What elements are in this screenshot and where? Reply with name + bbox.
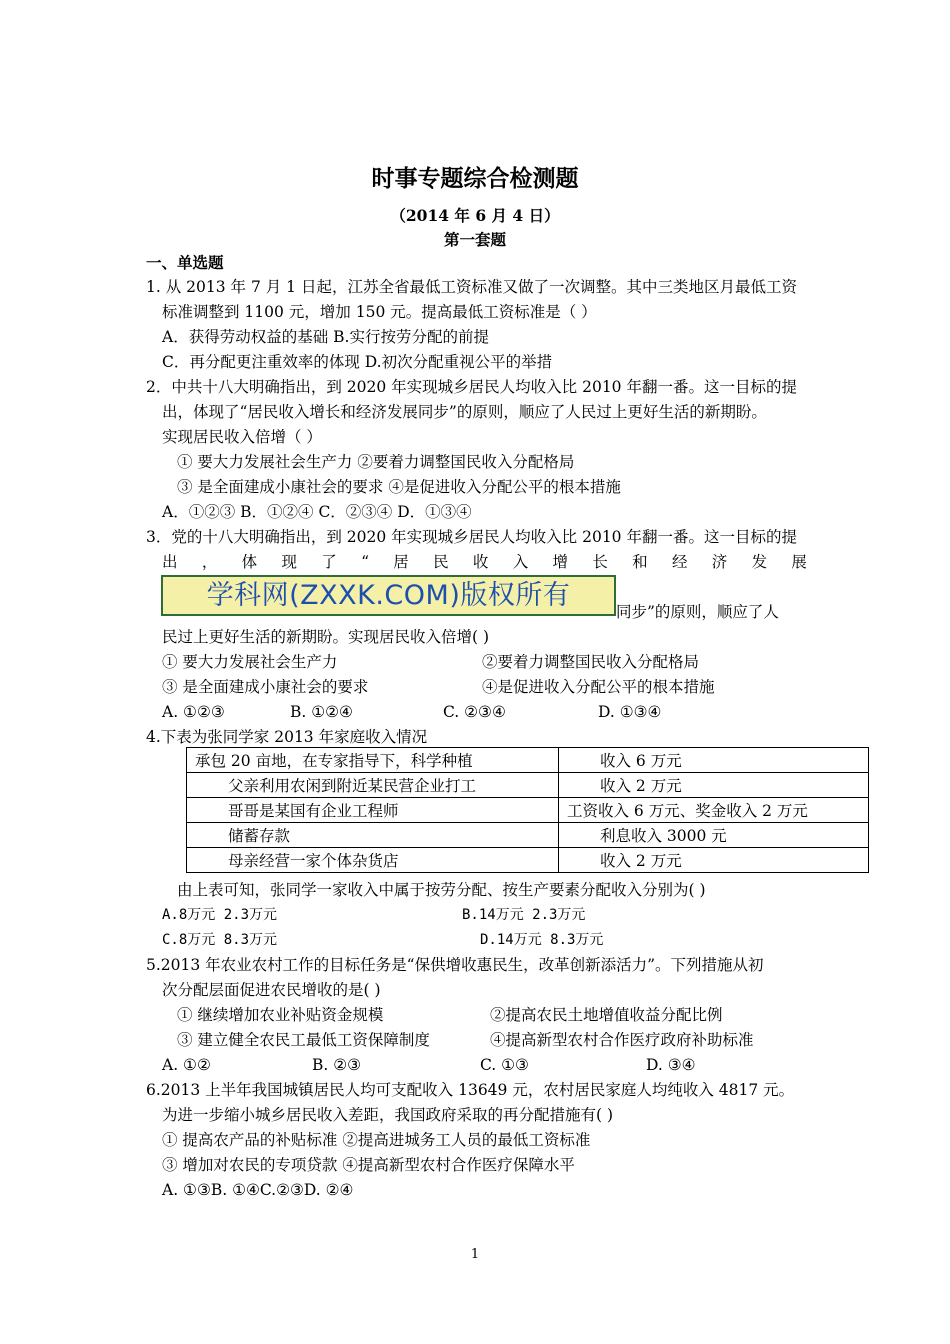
q5-line-1: 5.2013 年农业农村工作的目标任务是“保供增收惠民生，改革创新添活力”。下列措施从初 (146, 956, 764, 974)
q3-statement-1: ① 要大力发展社会生产力 (162, 653, 338, 671)
q2-line-2: 出，体现了“居民收入增长和经济发展同步”的原则，顺应了人民过上更好生活的新期盼。 (162, 403, 767, 421)
q3-word: 现 (281, 553, 297, 571)
q6-line-2: 为进一步缩小城乡居民收入差距，我国政府采取的再分配措施有( ) (162, 1106, 614, 1124)
q5-statement-1: ① 继续增加农业补贴资金规模 (177, 1006, 384, 1024)
q5-option-d: D. ③④ (646, 1056, 696, 1074)
q2-line-1: 2．中共十八大明确指出，到 2020 年实现城乡居民人均收入比 2010 年翻一番。这一目标的提 (146, 378, 797, 396)
q3-line-1: 3．党的十八大明确指出，到 2020 年实现城乡居民人均收入比 2010 年翻一番。这一目标的提 (146, 528, 797, 546)
q6-statements-34: ③ 增加对农民的专项贷款 ④提高新型农村合作医疗保障水平 (162, 1156, 575, 1174)
q3-word: 了 (321, 553, 337, 571)
q2-line-3: 实现居民收入倍增（ ） (162, 428, 322, 446)
section-heading: 一、单选题 (146, 253, 224, 272)
q4-option-d: D.14万元 8.3万元 (480, 932, 604, 948)
q1-line-2: 标准调整到 1100 元，增加 150 元。提高最低工资标准是（ ） (162, 303, 597, 321)
copyright-watermark: 学科网(ZXXK.COM)版权所有 (161, 575, 616, 616)
table-cell-source: 父亲利用农闲到附近某民营企业打工 (187, 773, 559, 798)
q3-line-4: 民过上更好生活的新期盼。实现居民收入倍增( ) (162, 628, 490, 646)
q4-question: 由上表可知，张同学一家收入中属于按劳分配、按生产要素分配收入分别为( ) (177, 881, 706, 899)
table-cell-source: 母亲经营一家个体杂货店 (187, 848, 559, 873)
q3-option-c: C. ②③④ (443, 703, 506, 721)
page-number: 1 (470, 1247, 480, 1262)
q3-line-2 (162, 552, 807, 572)
document-date: （2014 年 6 月 4 日） (390, 206, 560, 225)
q4-option-c: C.8万元 8.3万元 (162, 932, 278, 948)
q3-word: “ (361, 553, 369, 571)
q5-option-a: A. ①② (162, 1056, 211, 1074)
q3-word: 长 (592, 553, 608, 571)
q3-word: ， (201, 553, 218, 571)
q5-option-b: B. ②③ (312, 1056, 362, 1074)
q3-option-b: B. ①②④ (290, 703, 353, 721)
q6-statements-12: ① 提高农产品的补贴标准 ②提高进城务工人员的最低工资标准 (162, 1131, 591, 1149)
table-row (187, 848, 869, 873)
table-row (187, 748, 869, 773)
q3-word: 发 (751, 553, 768, 571)
q3-word: 居 (393, 553, 409, 571)
table-cell-amount: 工资收入 6 万元、奖金收入 2 万元 (559, 798, 869, 823)
q3-word: 民 (433, 553, 449, 571)
q5-option-c: C. ①③ (480, 1056, 529, 1074)
q1-line-1: 1. 从 2013 年 7 月 1 日起，江苏全省最低工资标准又做了一次调整。其中三类地区月最低工资 (146, 278, 797, 296)
table-cell-amount: 收入 2 万元 (559, 848, 869, 873)
q5-statement-3: ③ 建立健全农民工最低工资保障制度 (177, 1031, 430, 1049)
q3-word: 入 (512, 553, 529, 571)
q3-statement-4: ④是促进收入分配公平的根本措施 (482, 678, 715, 696)
q6-options: A. ①③B. ①④C.②③D. ②④ (162, 1181, 354, 1199)
income-table (186, 747, 869, 873)
q5-statement-4: ④提高新型农村合作医疗政府补助标准 (490, 1031, 754, 1049)
q3-word: 出 (162, 553, 178, 571)
q1-options-cd: C．再分配更注重效率的体现 D.初次分配重视公平的举措 (162, 353, 553, 371)
q2-statements-34: ③ 是全面建成小康社会的要求 ④是促进收入分配公平的根本措施 (177, 478, 621, 496)
table-cell-amount: 收入 6 万元 (559, 748, 869, 773)
q3-word: 济 (711, 553, 728, 571)
q3-word: 展 (791, 553, 807, 571)
table-cell-source: 储蓄存款 (187, 823, 559, 848)
q3-option-a: A. ①②③ (162, 703, 225, 721)
q2-statements-12: ① 要大力发展社会生产力 ②要着力调整国民收入分配格局 (177, 453, 575, 471)
table-cell-source: 承包 20 亩地，在专家指导下，科学种植 (187, 748, 559, 773)
q3-word: 和 (632, 553, 648, 571)
table-row (187, 798, 869, 823)
q6-line-1: 6.2013 上半年我国城镇居民人均可支配收入 13649 元，农村居民家庭人均纯收入 4817 元。 (146, 1081, 795, 1099)
table-cell-amount: 收入 2 万元 (559, 773, 869, 798)
q3-word: 收 (472, 553, 489, 571)
table-cell-source: 哥哥是某国有企业工程师 (187, 798, 559, 823)
q5-statement-2: ②提高农民土地增值收益分配比例 (490, 1006, 723, 1024)
q4-line-1: 4.下表为张同学家 2013 年家庭收入情况 (146, 728, 428, 746)
set-name: 第一套题 (443, 230, 506, 249)
q1-options-ab: A．获得劳动权益的基础 B.实行按劳分配的前提 (162, 328, 489, 346)
document-title: 时事专题综合检测题 (371, 166, 579, 192)
q3-word: 经 (671, 553, 688, 571)
q4-option-a: A.8万元 2.3万元 (162, 907, 278, 923)
table-cell-amount: 利息收入 3000 元 (559, 823, 869, 848)
table-row (187, 773, 869, 798)
q3-word: 增 (552, 553, 569, 571)
q3-statement-2: ②要着力调整国民收入分配格局 (482, 653, 700, 671)
q2-options: A．①②③ B．①②④ C．②③④ D．①③④ (162, 503, 472, 521)
q3-option-d: D. ①③④ (598, 703, 662, 721)
q3-line-3-tail: 同步”的原则，顺应了人 (616, 603, 779, 621)
q3-word: 体 (241, 553, 258, 571)
table-row (187, 823, 869, 848)
q5-line-2: 次分配层面促进农民增收的是( ) (162, 981, 381, 999)
q3-statement-3: ③ 是全面建成小康社会的要求 (162, 678, 369, 696)
q4-option-b: B.14万元 2.3万元 (462, 907, 586, 923)
